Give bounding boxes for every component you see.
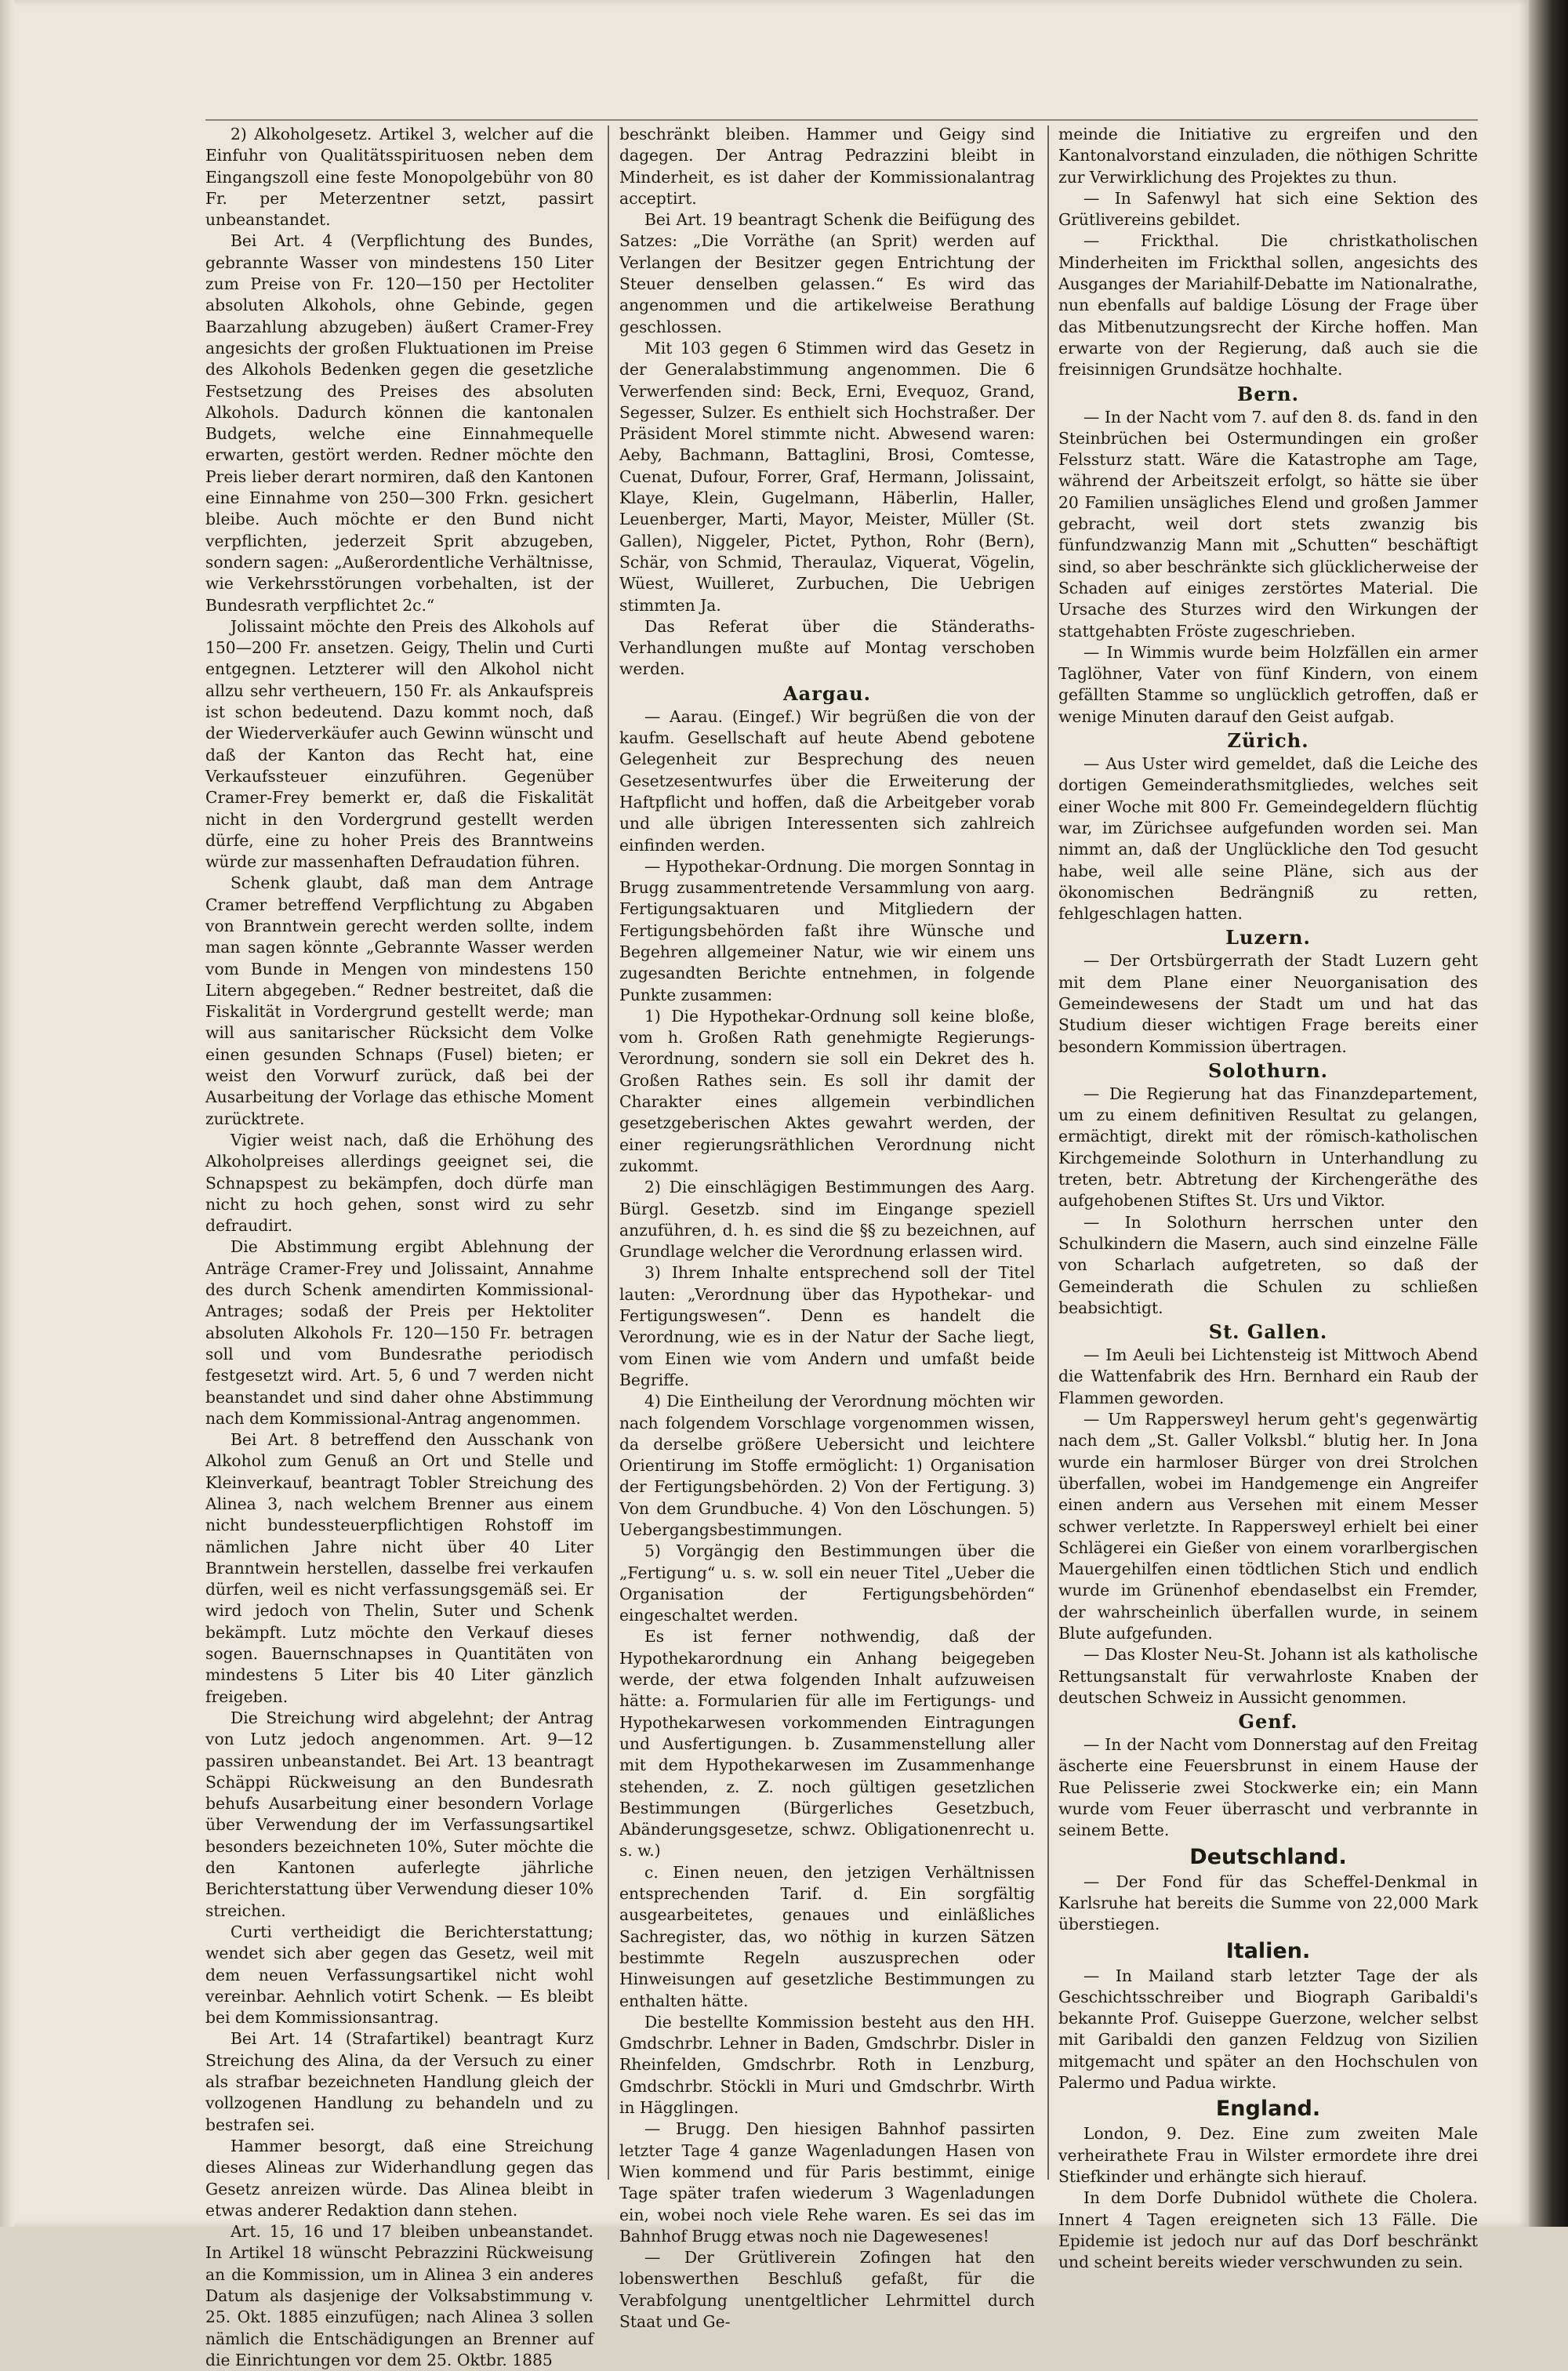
section-heading: Aargau. [783, 681, 871, 705]
article-paragraph: 5) Vorgängig den Bestimmungen über die „Fertigung“ u. s. w. soll ein neuer Titel „Ueber die Organisation der Fertigungsbehörden“ eingeschaltet werden. [619, 1541, 1035, 1625]
column-3 [1058, 124, 1478, 2272]
article-paragraph: Die Abstimmung ergibt Ablehnung der Anträge Cramer-Frey und Jolissaint, Annahme des durch Schenk amendirten Kommissional-Antrages; sodaß der Preis per Hektoliter absoluten Alkohols Fr. 120—150 Fr. betragen soll und vom Bundesrathe periodisch festgesetzt wird. Art. 5, 6 und 7 werden nicht beanstandet und sind daher ohne Abstimmung nach dem Kommissional-Antrag angenommen. [205, 1237, 593, 1428]
article-paragraph: — Der Grütliverein Zofingen hat den lobenswerthen Beschluß gefaßt, für die Verabfolgung unentgeltlicher Lehrmittel durch Staat und Ge- [619, 2248, 1035, 2331]
article-paragraph: Curti vertheidigt die Berichterstattung; wendet sich aber gegen das Gesetz, weil mit dem neuen Verfassungsartikel nicht wohl vereinbar. Aehnlich votirt Schenk. — Es bleibt bei dem Kommissionsantrag. [205, 1922, 593, 2028]
article-paragraph: Jolissaint möchte den Preis des Alkohols auf 150—200 Fr. ansetzen. Geigy, Thelin und Curti entgegnen. Letzterer will den Alkohol nicht allzu sehr vertheuern, 150 Fr. als Ankaufspreis ist schon bedeutend. Dazu kommt noch, daß der Wiederverkäufer auch Gewinn wünscht und daß der Kanton das Recht hat, eine Verkaufssteuer einzuführen. Gegenüber Cramer-Frey bemerkt er, daß die Fiskalität nicht in den Vordergrund gestellt werden dürfe, eine zu hoher Preis des Branntweins würde zur massenhaften Defraudation führen. [205, 616, 593, 872]
section-heading: St. Gallen. [1208, 1320, 1328, 1344]
article-paragraph: — Frickthal. Die christkatholischen Minderheiten im Frickthal sollen, angesichts des Ausganges der Mariahilf-Debatte im Nationalrathe, nun ebenfalls auf baldige Lösung der Frage über das Mitbenutzungsrecht der Kirche hoffen. Man erwarte von der Regierung, daß auch sie die freisinnigen Grundsätze hochhalte. [1058, 231, 1478, 379]
article-paragraph: Art. 15, 16 und 17 bleiben unbeanstandet. In Artikel 18 wünscht Pebrazzini Rückweisung an die Kommission, um in Alinea 3 ein anderes Datum als dasjenige der Volksabstimmung v. 25. Okt. 1885 einzufügen; nach Alinea 3 sollen nämlich die Entschädigungen an Brenner auf die Einrichtungen vor dem 25. Oktbr. 1885 [205, 2222, 593, 2369]
article-paragraph: — Hypothekar-Ordnung. Die morgen Sonntag in Brugg zusammentretende Versammlung von aarg. Fertigungsaktuaren und Mitgliedern der Fertigungsbehörden faßt ihre Wünsche und Begehren allgemeiner Natur, wie wir einem uns zugesandten Berichte entnehmen, in folgende Punkte zusammen: [619, 856, 1035, 1004]
section-heading: Luzern. [1225, 926, 1311, 949]
article-paragraph: 1) Die Hypothekar-Ordnung soll keine bloße, vom h. Großen Rath genehmigte Regierungs-Verordnung, sondern sie soll ein Dekret des h. Großen Rathes sein. Es soll ihr damit der Charakter eines allgemein verbindlichen gesetzgeberischen Aktes gewahrt werden, der einer regierungsräthlichen Verordnung nicht zukommt. [619, 1006, 1035, 1175]
article-paragraph: Die Streichung wird abgelehnt; der Antrag von Lutz jedoch angenommen. Art. 9—12 passiren unbeanstandet. Bei Art. 13 beantragt Schäppi Rückweisung an den Bundesrath behufs Ausarbeitung einer besondern Vorlage über Verwendung der im Verfassungsartikel besonders bezeichneten 10%, Suter möchte die den Kantonen auferlegte jährliche Berichterstattung über Verwendung dieser 10% streichen. [205, 1708, 593, 1920]
column-1 [205, 124, 593, 2369]
article-paragraph: London, 9. Dez. Eine zum zweiten Male verheirathete Frau in Wilster ermordete ihre drei Stiefkinder und erhängte sich hierauf. [1058, 2124, 1478, 2186]
section-heading: Zürich. [1227, 729, 1309, 753]
article-paragraph: 2) Die einschlägigen Bestimmungen des Aarg. Bürgl. Gesetzb. sind im Eingange speziell anzuführen, d. h. es sind die §§ zu bezeichnen, auf Grundlage welcher die Verordnung erlassen wird. [619, 1178, 1035, 1262]
column-divider-2 [1047, 125, 1049, 2180]
top-rule [205, 119, 1478, 121]
article-paragraph: — In Safenwyl hat sich eine Sektion des Grütlivereins gebildet. [1058, 188, 1478, 230]
section-heading: Genf. [1238, 1710, 1298, 1734]
article-paragraph: — Der Ortsbürgerrath der Stadt Luzern geht mit dem Plane einer Neuorganisation des Gemeindewesens der Stadt um und hat das Studium dieser wichtigen Frage bereits einer besondern Kommission übertragen. [1058, 951, 1478, 1056]
article-paragraph: In dem Dorfe Dubnidol wüthete die Cholera. Innert 4 Tagen ereigneten sich 13 Fälle. Die Epidemie ist jedoch nur auf das Dorf beschränkt und scheint bereits wieder verschwunden zu sein. [1058, 2188, 1478, 2272]
article-paragraph: 2) Alkoholgesetz. Artikel 3, welcher auf die Einfuhr von Qualitätsspirituosen neben dem Eingangszoll eine feste Monopolgebühr von 80 Fr. per Meterzentner setzt, passirt unbeanstandet. [205, 125, 593, 230]
article-paragraph: — Die Regierung hat das Finanzdepartement, um zu einem definitiven Resultat zu gelangen, ermächtigt, direkt mit der römisch-katholischen Kirchgemeinde Solothurn in Unterhandlung zu treten, betr. Abtretung der Kirchengeräthe des aufgehobenen Stiftes St. Urs und Viktor. [1058, 1084, 1478, 1211]
article-paragraph: meinde die Initiative zu ergreifen und den Kantonalvorstand einzuladen, die nöthigen Schritte zur Verwirklichung des Projektes zu thun. [1058, 125, 1478, 187]
article-paragraph: Schenk glaubt, daß man dem Antrage Cramer betreffend Verpflichtung zu Abgaben von Branntwein gerecht werden sollte, indem man sagen könnte „Gebrannte Wasser werden vom Bunde in Mengen von mindestens 150 Litern abgegeben.“ Redner bestreitet, daß die Fiskalität in Vordergrund gestellt werde; man will aus sanitarischer Rücksicht dem Volke einen gesunden Schnaps (Fusel) bieten; er weist den Vorwurf zurück, daß bei der Ausarbeitung der Vorlage das ethische Moment zurücktrete. [205, 873, 593, 1128]
article-paragraph: Vigier weist nach, daß die Erhöhung des Alkoholpreises allerdings geeignet sei, die Schnapspest zu bekämpfen, doch dürfe man nicht zu hoch gehen, sonst wird zu sehr defraudirt. [205, 1130, 593, 1236]
country-heading: Italien. [1225, 1938, 1311, 1963]
article-paragraph: Bei Art. 19 beantragt Schenk die Beifügung des Satzes: „Die Vorräthe (an Sprit) werden auf Verlangen der Besitzer gegen Entrichtung der Steuer denselben gelassen.“ Es wird das angenommen und die artikelweise Berathung geschlossen. [619, 210, 1035, 336]
column-divider-1 [608, 125, 609, 2180]
country-heading: Deutschland. [1189, 1844, 1347, 1869]
article-paragraph: Es ist ferner nothwendig, daß der Hypothekarordnung ein Anhang beigegeben werde, der etwa folgenden Inhalt aufzuweisen hätte: a. Formularien für alle im Fertigungs- und Hypothekarwesen vorkommenden Eintragungen und Ausfertigungen. b. Zusammenstellung aller mit dem Hypothekarwesen im Zusammenhange stehenden, z. Z. noch gültigen gesetzlichen Bestimmungen (Bürgerliches Gesetzbuch, Abänderungsgesetze, schwz. Obligationenrecht u. s. w.) [619, 1627, 1035, 1861]
binding-shadow [1529, 0, 1568, 2227]
article-paragraph: Hammer besorgt, daß eine Streichung dieses Alineas zur Widerhandlung gegen das Gesetz anreizen würde. Das Alinea bleibt in etwas anderer Redaktion dann stehen. [205, 2136, 593, 2220]
article-paragraph: — Aus Uster wird gemeldet, daß die Leiche des dortigen Gemeinderathsmitgliedes, welches seit einer Woche mit 800 Fr. Gemeindegeldern flüchtig war, im Zürichsee aufgefunden worden sei. Man nimmt an, daß der Unglückliche den Tod gesucht habe, weil alle seine Pläne, sich aus der ökonomischen Bedrängniß zu retten, fehlgeschlagen hatten. [1058, 754, 1478, 924]
article-paragraph: c. Einen neuen, den jetzigen Verhältnissen entsprechenden Tarif. d. Ein sorgfältig ausgearbeitetes, genaues und einläßliches Sachregister, das, wo nöthig in kurzen Sätzen bestimmte Regeln auszusprechen oder Hinweisungen auf gesetzliche Bestimmungen zu enthalten hätte. [619, 1862, 1035, 2010]
section-heading: Solothurn. [1208, 1058, 1328, 1082]
article-paragraph: Bei Art. 4 (Verpflichtung des Bundes, gebrannte Wasser von mindestens 150 Liter zum Preise von Fr. 120—150 per Hectoliter absoluten Alkohols, ohne Gebinde, gegen Baarzahlung abzugeben) äußert Cramer-Frey angesichts der großen Fluktuationen im Preise des Alkohols Bedenken gegen die gesetzliche Festsetzung des Preises des absoluten Alkohols. Dadurch können die kantonalen Budgets, welche eine Einnahmequelle erwarten, gestört werden. Redner möchte den Preis lieber derart normiren, daß den Kantonen eine Einnahme von 250—300 Frkn. gesichert bleibe. Auch möchte er den Bund nicht verpflichten, jederzeit Sprit abzugeben, sondern sagen: „Außerordentliche Verhältnisse, wie Verkehrsstörungen vorbehalten, ist der Bundesrath verpflichtet 2c.“ [205, 231, 593, 615]
article-paragraph: — Um Rappersweyl herum geht's gegenwärtig nach dem „St. Galler Volksbl.“ blutig her. In Jona wurde ein harmloser Bürger von drei Strolchen überfallen, wobei im Handgemenge ein Angreifer einen andern aus Versehen mit einem Messer schwer verletzte. In Rappersweyl erhielt bei einer Schlägerei ein Gießer von einem vorarlbergischen Mauergehilfen einen tödtlichen Stich und endlich wurde im Grünenhof ebendaselbst ein Fremder, der wahrscheinlich überfallen wurde, in seinem Blute aufgefunden. [1058, 1410, 1478, 1643]
article-paragraph: — Der Fond für das Scheffel-Denkmal in Karlsruhe hat bereits die Summe von 22,000 Mark überstiegen. [1058, 1872, 1478, 1934]
article-paragraph: — In der Nacht vom Donnerstag auf den Freitag äscherte eine Feuersbrunst in einem Hause der Rue Pelisserie zwei Stockwerke ein; ein Mann wurde vom Feuer überrascht und verbrannte in seinem Bette. [1058, 1735, 1478, 1840]
article-paragraph: Mit 103 gegen 6 Stimmen wird das Gesetz in der Generalabstimmung angenommen. Die 6 Verwerfenden sind: Beck, Erni, Evequoz, Grand, Segesser, Sulzer. Es enthielt sich Hochstraßer. Der Präsident Morel stimmte nicht. Abwesend waren: Aeby, Bachmann, Battaglini, Brosi, Comtesse, Cuenat, Dufour, Forrer, Graf, Hermann, Jolissaint, Klaye, Klein, Gugelmann, Häberlin, Haller, Leuenberger, Marti, Mayor, Meister, Müller (St. Gallen), Niggeler, Pictet, Python, Rohr (Bern), Schär, von Schmid, Theraulaz, Viquerat, Vögelin, Wüest, Wuilleret, Zurbuchen, Die Uebrigen stimmten Ja. [619, 338, 1035, 615]
article-paragraph: Bei Art. 8 betreffend den Ausschank von Alkohol zum Genuß an Ort und Stelle und Kleinverkauf, beantragt Tobler Streichung des Alinea 3, nach welchem Brenner aus einem nicht bundessteuerpflichtigen Rohstoff im nämlichen Jahre nicht über 40 Liter Branntwein herstellen, dasselbe frei verkaufen dürfen, weil es nicht verfassungsgemäß sei. Er wird jedoch von Thelin, Suter und Schenk bekämpft. Lutz möchte den Verkauf dieses sogen. Bauernschnapses in Quantitäten von mindestens 5 Liter bis 40 Liter gänzlich freigeben. [205, 1430, 593, 1706]
country-heading: England. [1215, 2097, 1321, 2122]
article-paragraph: Das Referat über die Ständeraths-Verhandlungen mußte auf Montag verschoben werden. [619, 616, 1035, 679]
article-paragraph: — Brugg. Den hiesigen Bahnhof passirten letzter Tage 4 ganze Wagenladungen Hasen von Wien kommend und für Paris bestimmt, einige Tage später trafen wiederum 3 Wagenladungen ein, wobei noch viele Rehe waren. Es sei das im Bahnhof Brugg etwas noch nie Dagewesenes! [619, 2119, 1035, 2246]
section-heading: Bern. [1236, 382, 1299, 405]
article-paragraph: Die bestellte Kommission besteht aus den HH. Gmdschrbr. Lehner in Baden, Gmdschrbr. Disler in Rheinfelden, Gmdschrbr. Roth in Lenzburg, Gmdschrbr. Stöckli in Muri und Gmdschrbr. Wirth in Hägglingen. [619, 2012, 1035, 2118]
article-paragraph: — Aarau. (Eingef.) Wir begrüßen die von der kaufm. Gesellschaft auf heute Abend gebotene Gelegenheit zur Besprechung des neuen Gesetzesentwurfes über die Erweiterung der Haftpflicht und hoffen, daß die Arbeitgeber vorab und alle übrigen Interessenten sich zahlreich einfinden werden. [619, 706, 1035, 855]
article-paragraph: — In der Nacht vom 7. auf den 8. ds. fand in den Steinbrüchen bei Ostermundingen ein großer Felssturz statt. Wäre die Katastrophe am Tage, während der Arbeitszeit erfolgt, so hätte sie über 20 Familien unsägliches Elend und großen Jammer gebracht, weil dort stets zwanzig bis fünfundzwanzig Mann mit „Schutten“ beschäftigt sind, so aber beschränkte sich glücklicherweise der Schaden auf einiges zerstörtes Material. Die Ursache des Sturzes wird den Wirkungen der stattgehabten Fröste zugeschrieben. [1058, 407, 1478, 641]
article-paragraph: Bei Art. 14 (Strafartikel) beantragt Kurz Streichung des Alina, da der Versuch zu einer als strafbar bezeichneten Handlung gleich der vollzogenen Handlung zu behandeln und zu bestrafen sei. [205, 2029, 593, 2134]
article-paragraph: — In Wimmis wurde beim Holzfällen ein armer Taglöhner, Vater von fünf Kindern, von einem gefällten Stamme so unglücklich getroffen, daß er wenige Minuten darauf den Geist aufgab. [1058, 642, 1478, 726]
page-left-edge [0, 0, 14, 2227]
column-2 [619, 124, 1035, 2331]
article-paragraph: — Das Kloster Neu-St. Johann ist als katholische Rettungsanstalt für verwahrloste Knaben der deutschen Schweiz in Aussicht genommen. [1058, 1645, 1478, 1707]
article-paragraph: 4) Die Eintheilung der Verordnung möchten wir nach folgendem Vorschlage vorgenommen wissen, da derselbe größere Uebersicht und leichtere Orientirung im Stoffe ermöglicht: 1) Organisation der Fertigungsbehörden. 2) Von der Fertigung. 3) Von dem Grundbuche. 4) Von den Löschungen. 5) Uebergangsbestimmungen. [619, 1392, 1035, 1539]
article-paragraph: — In Mailand starb letzter Tage der als Geschichtsschreiber und Biograph Garibaldi's bekannte Prof. Guiseppe Guerzone, welcher selbst mit Garibaldi den ganzen Feldzug von Sizilien mitgemacht und später an den Hochschulen von Palermo und Padua wirkte. [1058, 1966, 1478, 2093]
article-paragraph: — In Solothurn herrschen unter den Schulkindern die Masern, auch sind einzelne Fälle von Scharlach aufgetreten, so daß der Gemeinderath die Schulen zu schließen beabsichtigt. [1058, 1212, 1478, 1317]
article-paragraph: beschränkt bleiben. Hammer und Geigy sind dagegen. Der Antrag Pedrazzini bleibt in Minderheit, es ist daher der Kommissionalantrag acceptirt. [619, 125, 1035, 208]
article-paragraph: 3) Ihrem Inhalte entsprechend soll der Titel lauten: „Verordnung über das Hypothekar- und Fertigungswesen“. Denn es handelt die Verordnung, wie es in der Natur der Sache liegt, vom Einen wie vom Andern und umfaßt beide Begriffe. [619, 1263, 1035, 1389]
article-paragraph: — Im Aeuli bei Lichtensteig ist Mittwoch Abend die Wattenfabrik des Hrn. Bernhard ein Raub der Flammen geworden. [1058, 1345, 1478, 1407]
